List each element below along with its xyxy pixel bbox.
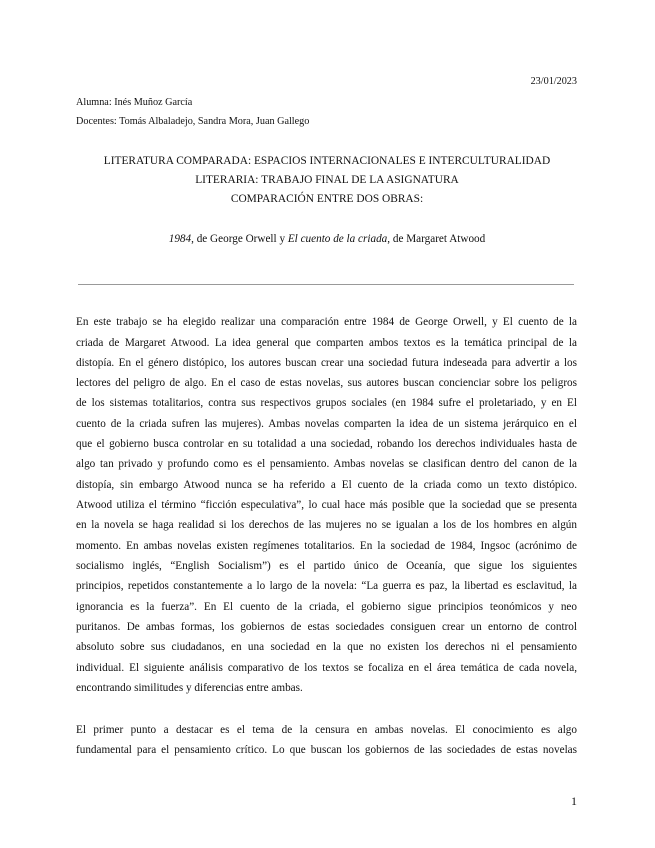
paragraph-line: que el gobierno busca controlar en su totalidad a una sociedad, robando los derechos individuales hasta de [76,438,577,450]
paragraph-line: cuento de la criada sufren las mujeres). Ambas novelas comparten la idea de un sistema jerárquico en el [76,418,577,430]
paragraph-line: ignorancia es la fuerza”. En El cuento de la criada, el gobierno sigue principios teonómicos y neo [76,601,577,613]
paragraph-line: encontrando similitudes y diferencias entre ambas. [76,682,303,694]
paragraph-line: distopía, sin embargo Atwood nunca se ha referido a El cuento de la criada como un texto distópico. [76,479,577,491]
paragraph-line: momento. En ambas novelas existen regímenes totalitarios. En la sociedad de 1984, Ingsoc (acrónimo de [76,540,577,552]
works-compared [70,233,584,245]
work-title-criada: El cuento de la criada [287,233,388,245]
paragraph-line: principios, repetidos constantemente a lo largo de la novela: “La guerra es paz, la libertad es esclavitud, la [76,580,577,592]
paragraph-line: individual. El siguiente análisis comparativo de los textos se focaliza en el área temática de cada novela, [76,662,577,674]
paragraph-line: puritanos. De ambas formas, los gobiernos de estas sociedades consiguen crear un entorno de control [76,621,577,633]
paragraph-line: El primer punto a destacar es el tema de la censura en ambas novelas. El conocimiento es algo [76,724,577,736]
paragraph-line: En este trabajo se ha elegido realizar una comparación entre 1984 de George Orwell, y El cuento de la [76,316,577,328]
paragraph-line: de los sistemas totalitarios, contra sus respectivos grupos sociales (en 1984 sufre el proletariado, y en El [76,397,577,409]
student-name: Alumna: Inés Muñoz García [76,97,193,108]
page-number: 1 [571,794,577,808]
horizontal-rule [78,284,574,285]
work-author-1: , de George Orwell y [191,233,288,245]
paragraph-line: socialismo inglés, “English Socialism”) es el partido único de Oceanía, que sigue los siguientes [76,560,577,572]
teachers-names: Docentes: Tomás Albaladejo, Sandra Mora, Juan Gallego [76,116,310,127]
paragraph-line: distopía. En el género distópico, los autores buscan crear una sociedad futura indeseada para advertir a los [76,357,577,369]
work-author-2: , de Margaret Atwood [387,233,486,245]
document-date: 23/01/2023 [530,76,577,87]
work-title-1984: 1984 [168,233,192,245]
paragraph-line: criada de Margaret Atwood. La idea general que comparten ambos textos es la temática principal de la [76,337,577,349]
paragraph-line: absoluto sobre sus ciudadanos, en una sociedad en la que no existen los derechos ni el pensamiento [76,641,577,653]
title-line-1: LITERATURA COMPARADA: ESPACIOS INTERNACIONALES E INTERCULTURALIDAD [103,155,551,167]
paragraph-line: lectores del peligro de algo. En el caso de estas novelas, sus autores buscan concienciar sobre los peligros [76,377,577,389]
paragraph-line: en la novela se haga realidad si los derechos de las mujeres no se igualan a los de los hombres en algún [76,519,577,531]
paragraph-line: fundamental para el pensamiento crítico. Lo que buscan los gobiernos de las sociedades de estas novelas [76,744,577,756]
paragraph-line: algo tan privado y profundo como es el pensamiento. Ambas novelas se clasifican dentro del canon de la [76,458,577,470]
paragraph-line: Atwood utiliza el término “ficción especulativa”, lo cual hace más posible que la sociedad que se presenta [76,499,577,511]
title-line-3: COMPARACIÓN ENTRE DOS OBRAS: [230,193,424,205]
title-line-2: LITERARIA: TRABAJO FINAL DE LA ASIGNATURA [195,174,459,186]
